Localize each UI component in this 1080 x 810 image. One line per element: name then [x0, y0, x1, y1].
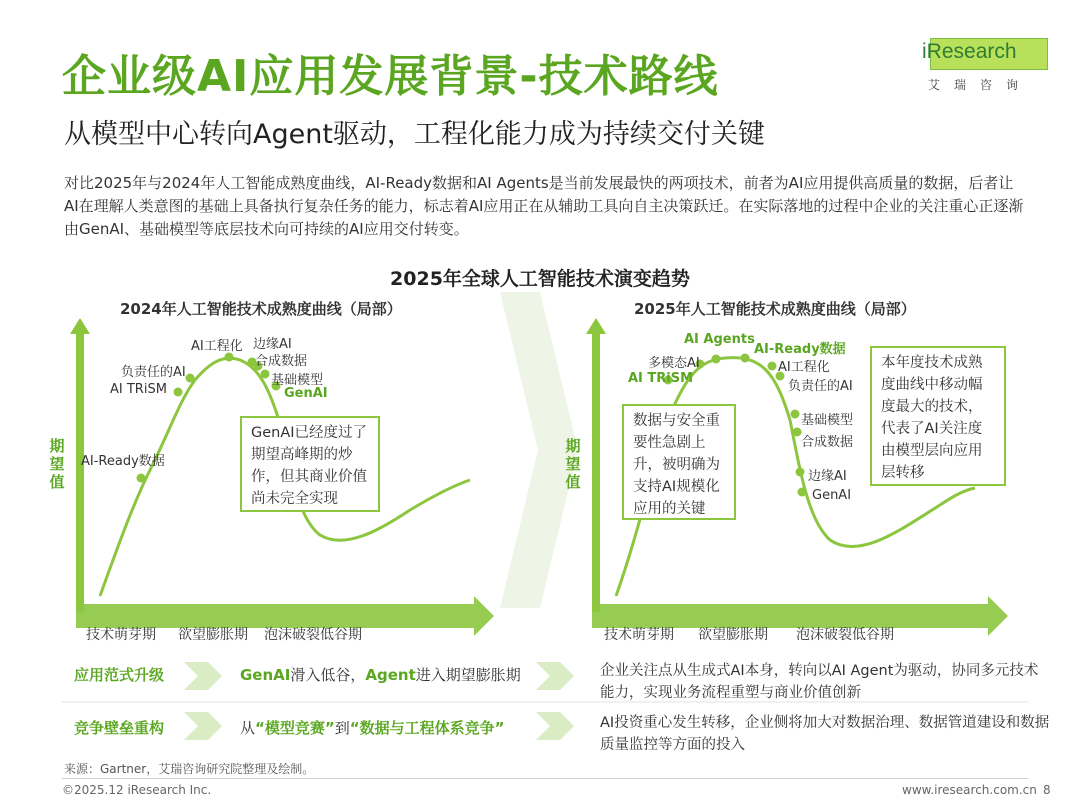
label-synthetic-data-2024: 合成数据 [255, 354, 308, 369]
label-ai-trism-2025: AI TRiSM [628, 371, 694, 386]
row1-arrow-a [184, 662, 222, 690]
right-callout-data: 数据与安全重要性急剧上升，被明确为支持AI规模化应用的关键 [622, 404, 736, 520]
right-y-axis-arrow [586, 318, 606, 612]
dot-ai-engineering-2025 [768, 362, 777, 371]
dot-ai-ready-2024 [137, 474, 146, 483]
page-subtitle: 从模型中心转向Agent驱动，工程化能力成为持续交付关键 [64, 119, 765, 150]
row-text-paradigm [240, 664, 521, 685]
left-callout-box: GenAI已经度过了期望高峰期的炒作，但其商业价值尚未完全实现 [240, 416, 380, 512]
label-ai-agents-2025: AI Agents [684, 332, 755, 347]
dot-foundation-models-2024 [261, 370, 270, 379]
dot-responsible-ai-2024 [186, 374, 195, 383]
section-title: 2025年全球人工智能技术演变趋势 [390, 268, 690, 290]
intro-paragraph: 对比2025年与2024年人工智能成熟度曲线，AI-Ready数据和AI Agents是当前发展最快的两项技术，前者为AI应用提供高质量的数据，后者让AI在理解人类意图的基础上具备执行复杂任务的能力，标志着AI应用正在从辅助工具向自主决策跃迁。在实际落地的过程中企业的关注重心正逐渐由GenAI、基础模型等底层技术向可持续的AI应用交付转变。 [64, 174, 1024, 238]
dot-ai-trism-2024 [174, 388, 183, 397]
footer-divider [62, 778, 1028, 779]
logo-text: iResearch [922, 40, 1017, 63]
page-number: 8 [1043, 783, 1051, 797]
dot-foundation-models-2025 [791, 410, 800, 419]
row1-part-3: 进入期望膨胀期 [415, 666, 521, 684]
dot-genai-2025 [798, 488, 807, 497]
row1-arrow-b [536, 662, 574, 690]
label-ai-ready-2025: AI-Ready数据 [754, 342, 846, 357]
label-edge-ai-2025: 边缘AI [808, 469, 847, 484]
row2-part-3: “数据与工程体系竞争” [349, 719, 505, 737]
row2-part-2: 到 [334, 719, 350, 737]
row2-part-0: 从 [240, 719, 256, 737]
dot-ai-agents-2025 [712, 355, 721, 364]
label-genai-2025: GenAI [812, 488, 852, 503]
left-y-axis-label: 期望值 [49, 437, 65, 491]
left-panel-title: 2024年人工智能技术成熟度曲线（局部） [120, 300, 402, 318]
left-x-label-peak: 欲望膨胀期 [178, 627, 248, 643]
label-multimodal-2025: 多模态AI [648, 356, 700, 371]
left-x-label-trough: 泡沫破裂低谷期 [264, 627, 362, 643]
row-desc-paradigm: 企业关注点从生成式AI本身，转向以AI Agent为驱动，协同多元技术能力，实现业务流程重塑与商业价值创新 [600, 663, 1039, 701]
label-responsible-ai-2025: 负责任的AI [788, 379, 853, 394]
row1-part-2: Agent [365, 666, 416, 684]
label-edge-ai-2024: 边缘AI [253, 337, 292, 352]
label-ai-engineering-2024: AI工程化 [191, 339, 243, 354]
label-foundation-models-2025: 基础模型 [801, 413, 854, 428]
row1-part-1: 滑入低谷， [290, 666, 366, 684]
right-callout-agents: 本年度技术成熟度曲线中移动幅度最大的技术，代表了AI关注度由模型层向应用层转移 [870, 346, 1006, 486]
row-desc-barrier: AI投资重心发生转移，企业侧将加大对数据治理、数据管道建设和数据质量监控等方面的投入 [600, 715, 1050, 753]
row2-arrow-b [536, 712, 574, 740]
label-ai-trism-2024: AI TRiSM [110, 382, 167, 397]
page-title: 企业级AI应用发展背景-技术路线 [62, 51, 719, 102]
right-panel-title: 2025年人工智能技术成熟度曲线（局部） [634, 300, 916, 318]
source-note: 来源：Gartner，艾瑞咨询研究院整理及绘制。 [64, 762, 315, 776]
row2-arrow-a [184, 712, 222, 740]
label-ai-engineering-2025: AI工程化 [778, 360, 830, 375]
dot-edge-ai-2025 [796, 468, 805, 477]
row-text-barrier [240, 717, 504, 738]
row1-part-0: GenAI [240, 666, 291, 684]
label-ai-ready-2024: AI-Ready数据 [81, 454, 165, 469]
logo-subtext: 艾瑞咨询 [928, 78, 1033, 92]
label-responsible-ai-2024: 负责任的AI [121, 365, 186, 380]
right-x-label-trigger: 技术萌芽期 [604, 627, 674, 643]
right-x-label-peak: 欲望膨胀期 [698, 627, 768, 643]
footer-copyright: ©2025.12 iResearch Inc. [62, 783, 212, 797]
left-x-label-trigger: 技术萌芽期 [86, 627, 156, 643]
right-x-label-trough: 泡沫破裂低谷期 [796, 627, 894, 643]
right-y-axis-label: 期望值 [565, 437, 581, 491]
label-synthetic-data-2025: 合成数据 [801, 435, 854, 450]
dot-ai-ready-2025 [741, 354, 750, 363]
row2-part-1: “模型竞赛” [255, 719, 335, 737]
row-label-paradigm: 应用范式升级 [74, 666, 165, 684]
footer-site[interactable]: www.iresearch.com.cn [902, 783, 1037, 797]
label-genai-2024: GenAI [284, 386, 328, 401]
label-foundation-models-2024: 基础模型 [271, 373, 324, 388]
row-label-barrier: 竞争壁垒重构 [74, 719, 165, 737]
